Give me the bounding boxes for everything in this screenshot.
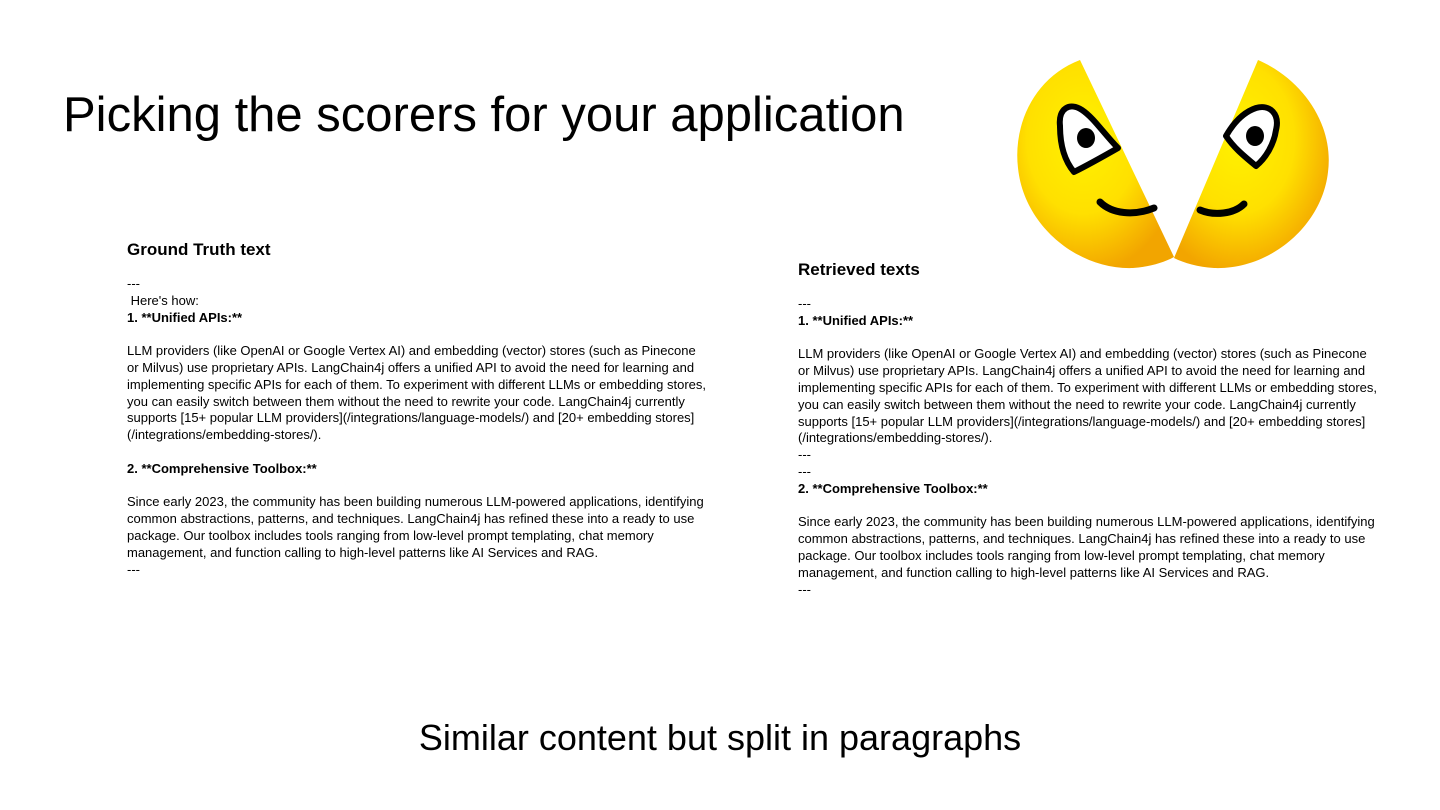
ground-truth-column	[127, 240, 707, 578]
slide-caption: Similar content but split in paragraphs	[418, 717, 1022, 758]
separator: ---	[798, 447, 811, 463]
item2-title: 2. **Comprehensive Toolbox:**	[127, 460, 317, 476]
split-smiley-face-icon	[1008, 56, 1336, 274]
separator: ---	[798, 581, 811, 597]
intro-text: Here's how:	[127, 292, 199, 308]
blank-line	[798, 330, 1378, 347]
item2-body: Since early 2023, the community has been building numerous LLM-powered applications, identifying common abstractions, patterns, and techniques. LangChain4j has refined these into a ready to use package. Our toolbox includes tools ranging from low-level prompt templating, chat memory management, and function calling to high-level patterns like AI Services and RAG.	[798, 514, 1375, 580]
left-face-half	[1017, 60, 1174, 268]
item2-title: 2. **Comprehensive Toolbox:**	[798, 480, 988, 496]
blank-line	[127, 478, 707, 495]
separator: ---	[798, 463, 811, 479]
right-face-half	[1174, 60, 1329, 268]
item1-title: 1. **Unified APIs:**	[798, 312, 914, 328]
item1-body: LLM providers (like OpenAI or Google Vertex AI) and embedding (vector) stores (such as Pinecone or Milvus) use proprietary APIs. LangChain4j offers a unified API to avoid the need for learning and implementing specific APIs for each of them. To experiment with different LLMs or embedding stores, you can easily switch between them without the need to rewrite your code. LangChain4j currently supports [15+ popular LLM providers](/integrations/language-models/) and [20+ embedding stores](/integrations/embedding-stores/).	[127, 343, 707, 443]
slide-title: Picking the scorers for your application	[63, 88, 905, 142]
item1-body: LLM providers (like OpenAI or Google Vertex AI) and embedding (vector) stores (such as Pinecone or Milvus) use proprietary APIs. LangChain4j offers a unified API to avoid the need for learning and implementing specific APIs for each of them. To experiment with different LLMs or embedding stores, you can easily switch between them without the need to rewrite your code. LangChain4j currently supports [15+ popular LLM providers](/integrations/language-models/) and [20+ embedding stores](/integrations/embedding-stores/).	[798, 346, 1378, 446]
separator: ---	[127, 561, 140, 577]
separator: ---	[798, 296, 811, 311]
item1-title: 1. **Unified APIs:**	[127, 309, 243, 325]
blank-line	[127, 326, 707, 343]
retrieved-heading: Retrieved texts	[798, 260, 920, 279]
ground-truth-heading: Ground Truth text	[127, 240, 271, 259]
item2-body: Since early 2023, the community has been building numerous LLM-powered applications, identifying common abstractions, patterns, and techniques. LangChain4j has refined these into a ready to use package. Our toolbox includes tools ranging from low-level prompt templating, chat memory management, and function calling to high-level patterns like AI Services and RAG.	[127, 494, 704, 560]
retrieved-column	[798, 260, 1378, 598]
blank-line	[798, 498, 1378, 515]
separator: ---	[127, 276, 140, 291]
blank-line	[127, 444, 707, 461]
